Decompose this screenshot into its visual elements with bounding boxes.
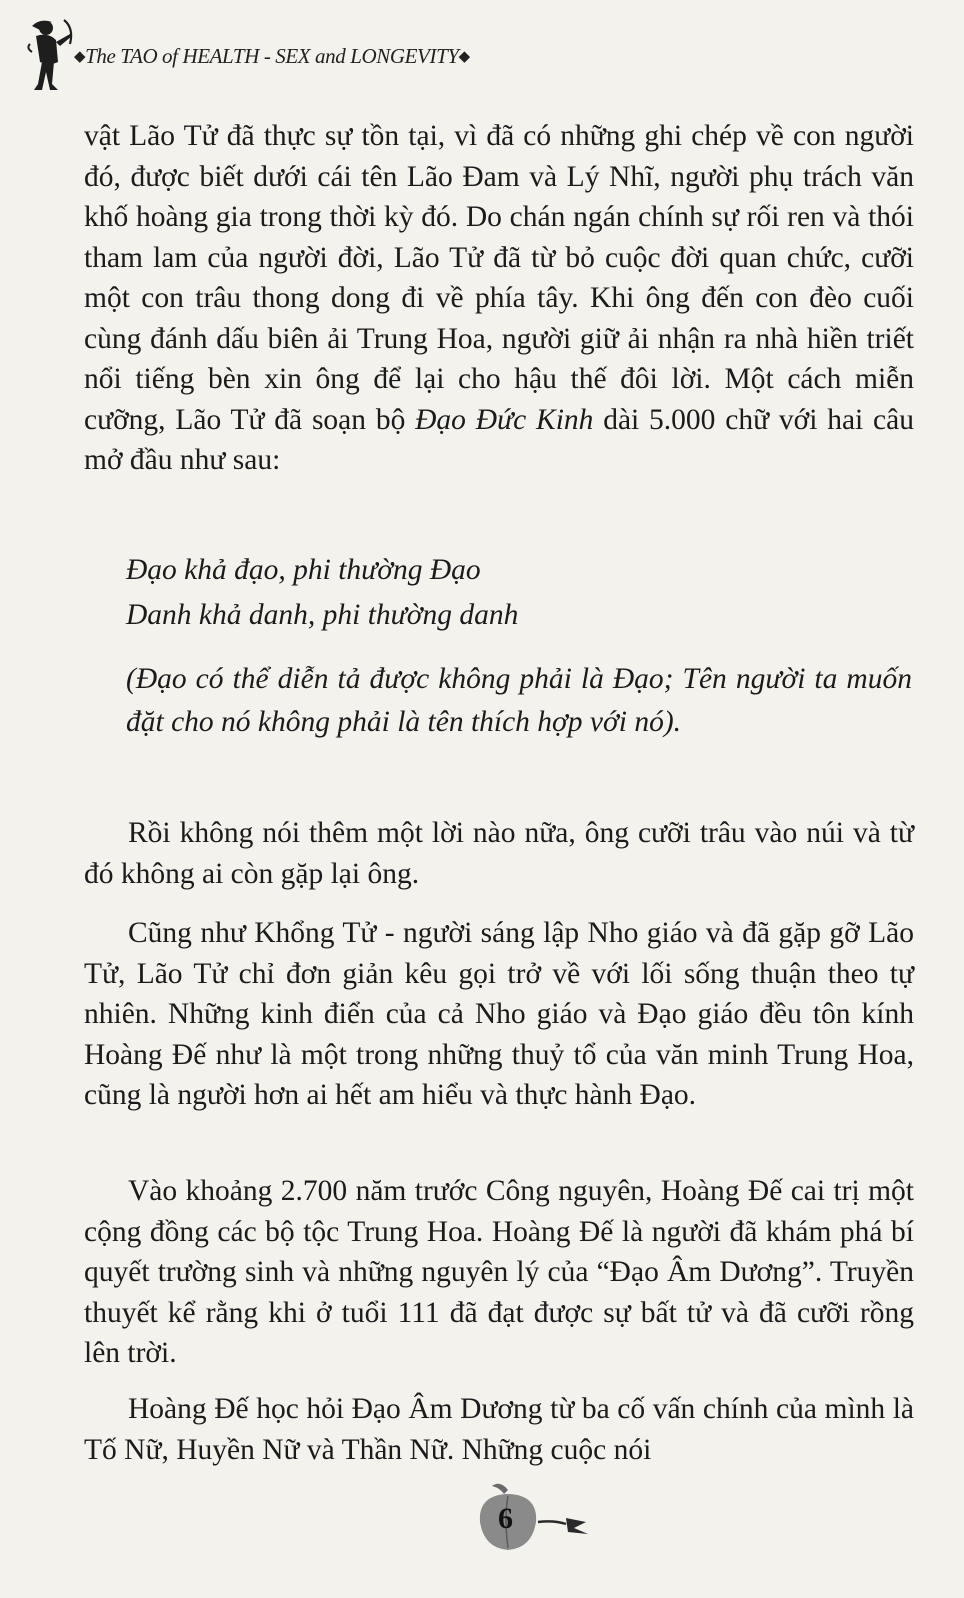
- paragraph-5-text: Hoàng Đế học hỏi Đạo Âm Dương từ ba cố vấn chính của mình là Tố Nữ, Huyền Nữ và Thần Nữ. Những cuộc nói: [84, 1393, 914, 1466]
- running-header: [22, 14, 622, 104]
- verse-line-1: Đạo khả đạo, phi thường Đạo: [126, 554, 481, 586]
- verse-line-2: Danh khả danh, phi thường danh: [126, 599, 519, 631]
- page-footer: [470, 1478, 610, 1558]
- paragraph-opening: [84, 116, 914, 481]
- paragraph-2: [84, 813, 914, 894]
- paragraph-4-text: Vào khoảng 2.700 năm trước Công nguyên, Hoàng Đế cai trị một cộng đồng các bộ tộc Trung Hoa. Hoàng Đế là người đã khám phá bí quyết trường sinh và những nguyên lý của “Đạo Âm Dương”. Truyền thuyết kể rằng khi ở tuổi 111 đã đạt được sự bất tử và đã cưỡi rồng lên trời.: [84, 1175, 914, 1369]
- paragraph-5: [84, 1389, 914, 1470]
- header-title-text: The TAO of HEALTH - SEX and LONGEVITY: [85, 44, 459, 68]
- paragraph-opening-text: vật Lão Tử đã thực sự tồn tại, vì đã có những ghi chép về con người đó, được biết dưới cái tên Lão Đam và Lý Nhĩ, người phụ trách văn khố hoàng gia trong thời kỳ đó. Do chán ngán chính sự rối ren và thói tham lam của người đời, Lão Tử đã từ bỏ cuộc đời quan chức, cưỡi một con trâu thong dong đi về phía tây. Khi ông đến con đèo cuối cùng đánh dấu biên ải Trung Hoa, người giữ ải nhận ra nhà hiền triết nổi tiếng bèn xin ông để lại cho hậu thế đôi lời. Một cách miễn cưỡng, Lão Tử đã soạn bộ: [84, 120, 914, 436]
- paragraph-4: [84, 1171, 914, 1374]
- paragraph-3-text: Cũng như Khổng Tử - người sáng lập Nho giáo và đã gặp gỡ Lão Tử, Lão Tử chỉ đơn giản kêu gọi trở về với lối sống thuận theo tự nhiên. Những kinh điển của cả Nho giáo và Đạo giáo đều tôn kính Hoàng Đế như là một trong những thuỷ tổ của văn minh Trung Hoa, cũng là người hơn ai hết am hiểu và thực hành Đạo.: [84, 917, 914, 1111]
- translation-block: [126, 658, 912, 744]
- peach-icon: [470, 1478, 610, 1558]
- book-title: Đạo Đức Kinh: [415, 403, 594, 436]
- translation-text: (Đạo có thể diễn tả được không phải là Đạo; Tên người ta muốn đặt cho nó không phải là tên thích hợp với nó).: [126, 663, 912, 738]
- page-number: 6: [498, 1502, 513, 1535]
- paragraph-3: [84, 913, 914, 1116]
- sage-figure-icon: [22, 14, 82, 96]
- header-diamond-right: ◆: [458, 49, 470, 65]
- header-diamond-left: ◆: [74, 49, 86, 65]
- header-title: [74, 44, 470, 69]
- paragraph-opening-end: dài 5.000 chữ với hai câu mở đầu như sau:: [84, 403, 914, 476]
- paragraph-2-text: Rồi không nói thêm một lời nào nữa, ông cưỡi trâu vào núi và từ đó không ai còn gặp lại ông.: [84, 817, 914, 890]
- verse-block: [126, 548, 916, 638]
